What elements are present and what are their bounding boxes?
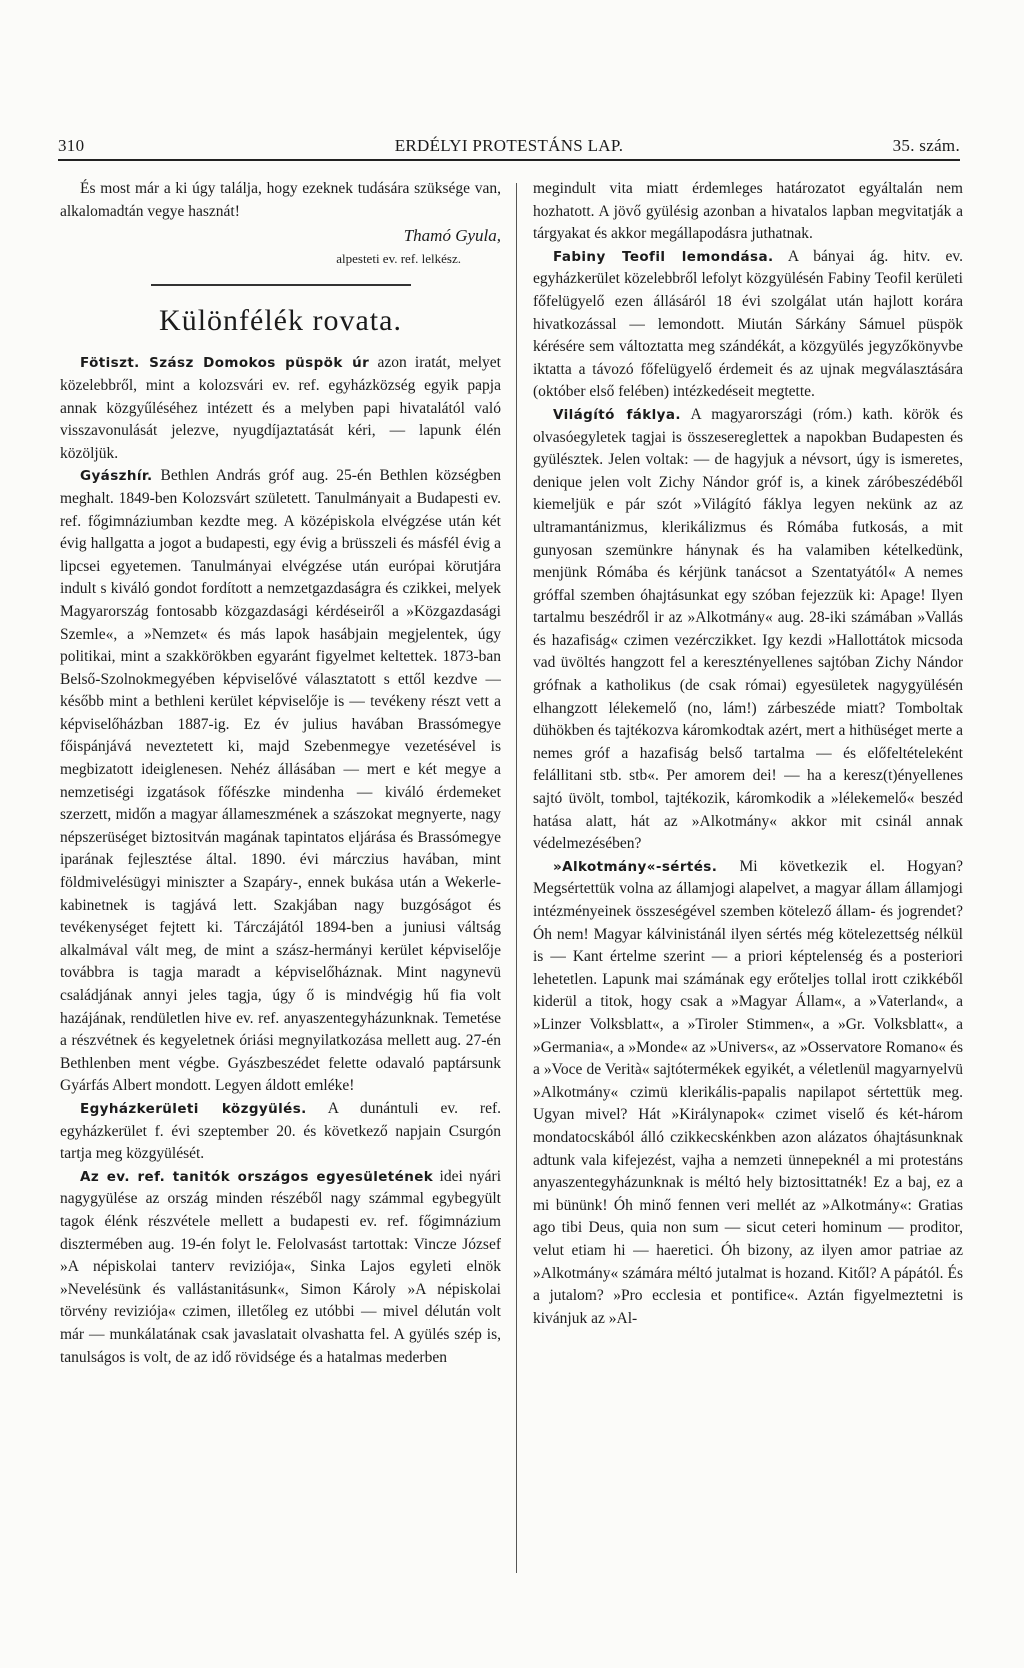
- item-text: Mi következik el. Hogyan? Megsértettük volna az államjogi alapelvet, a magyar állam államjogi intézményeinek összeségével szemben kötelező állam- és jogrendet? Óh nem! Magyar kálvinistánál ilyen sértés még kötelezettség nélkül is — Kant értelme szerint — a priori képtelenség és a posteriori lehetetlen. Lapunk mai számának egy erőteljes tollal irott czikkéből kiderül a titok, hogy csak a »Magyar Állam«, a »Vaterland«, a »Linzer Volksblatt«, a »Tiroler Stimmen«, a »Gr. Volksblatt«, a »Germania«, a »Monde« az »Univers«, az »Osservatore Romano« és a »Voce de Verità« sajtótermékek egyikét, a véletlenül magyarnyelvü »Alkotmány« czimü klerikális-papalis napilapot sértettük meg. Ugyan mivel? Hát »Királynapok« czimet viselő és két-három mondatocskából álló czikkecskénkben azon alázatos óhajtásunknak adtunk vala kifejezést, vajha a nemzeti ünnepeknél a mi protestáns anyaszentegyházunknak is méltó hely biztosittatnék! Ez a baj, ez a mi bününk! Óh minő fennen veri mellét az »Alkotmány«: Gratias ago tibi Deus, quia non sum — sicut ceteri hominum — proditor, velut etiam hi — haeretici. Óh bizony, az ilyen amor patriae az »Alkotmány« számára méltó jutalmat is hozand. Kitől? A pápától. És a jutalom? »Pro ecclesia et pontifice«. Aztán figyelmeztetni is kivánjuk az »Al-: [533, 857, 963, 1327]
- page-number: 310: [58, 136, 85, 155]
- intro-paragraph: És most már a ki úgy találja, hogy ezeknek tudására szüksége van, alkalomadtán vegye hasznát!: [60, 180, 501, 220]
- item-text: idei nyári nagygyülése az ország minden részéből nagy számmal egybegyült tagok élénk részvétele mellett a budapesti ev. ref. főgimnázium disztermében aug. 19-én folyt le. Felolvasást tartottak: Vincze József »A népiskolai tanterv reviziója«, Sinka Lajos egyleti elnök »Nevelésünk és vallástanitásunk«, Simon Károly »A népiskolai törvény reviziója« czimen, illetőleg ez utóbbi — mivel délután volt már — munkálatának csak javaslatait olvashatta fel. A gyülés szép is, tanulságos is volt, de az idő rövidsége és a hatalmas mederben: [60, 1167, 501, 1366]
- news-item: [533, 856, 963, 1330]
- column-divider: [516, 183, 517, 1573]
- news-item: [60, 1098, 501, 1166]
- news-item: [533, 246, 963, 404]
- continued-paragraph: megindult vita miatt érdemleges határozatot egyáltalán nem hozhatott. A jövő gyülésig azonban a hivatalos lapban megvitatják a tárgyakat és akkor megállapodásra juthatnak.: [533, 180, 963, 243]
- item-text: A bányai ág. hitv. ev. egyházkerület közelebbről lefolyt közgyülésén Fabiny Teofil kerületi főfelügyelő ezen állásáról 18 évi szolgálat után hajlott korára hivatkozással — lemondott. Miután Sárkány Sámuel püspök kérésére sem változtatta meg szándékát, a közgyülés jegyzőkönyvbe iktatta a távozó főfelügyelő érdemeit és az ujnak megválasztására (október első felében) intézkedéseit megtette.: [533, 247, 963, 401]
- item-heading: Gyászhír.: [80, 468, 153, 485]
- header-rule: [58, 159, 960, 161]
- item-heading: Világító fáklya.: [553, 406, 681, 423]
- item-heading: Az ev. ref. tanitók országos egyesületének: [80, 1168, 434, 1185]
- item-text: A magyarországi (róm.) kath. körök és olvasóegyletek tagjai is összesereglettek a napokban Budapesten és gyülésztek. Jelen voltak: — de hagyjuk a névsort, úgy is ismeretes, denique jelen volt Zichy Nándor gróf is, a kinek záróbeszédéből kiemeljük e pár szót »Világító fáklya legyen nekünk az az ultramantánizmus, klerikálizmus és Rómába futkosás, a mit gunyosan szemünkre hánynak és ha valamiben kételkedünk, menjünk Rómába és kérjünk tanácsot a Szentatyától« A nemes gróffal szemben óhajtásunkat egy szóban fejezzük ki: Apage! Ilyen tartalmu beszédről ir az »Alkotmány« aug. 28-iki számában »Vallás és hazafiság« czimen vezérczikket. Igy kezdi »Hallottátok micsoda vad üvöltés hangzott fel a keresztényellenes sajtóban Zichy Nándor grófnak a katholikus (de csak római) egyesületek nagygyülésén elhangzott lélekemelő (no, lám!) zárbeszéde miatt? Tomboltak dühökben és tajtékozva káromkodtak azért, mert a hithüséget merte a nemes gróf a hazafiság belső tartalma — és előfeltételeként felállitani stb. stb«. Per amorem dei! — ha a keresz(t)ényellenes sajtó üvölt, tombol, tajtékozik, káromkodik a »lélekemelő« beszéd hatása alatt, hát az »Alkotmány« akkor mit csinál annak védelmezésében?: [533, 405, 963, 853]
- issue-number: 35. szám.: [892, 136, 960, 155]
- news-item: [533, 404, 963, 856]
- item-text: Bethlen András gróf aug. 25-én Bethlen községben meghalt. 1849-ben Kolozsvárt született. Tanulmányait a Budapesti ev. ref. főgimnáziumban kezdte meg. A középiskola elvégzése után két évig hallgatta a jogot a budapesti, egy évig a brüsszeli és másfél évig a lipcsei egyetemen. Tanulmányai elvégzése után európai körutjára indult s kiváló gondot fordított a nemzetgazdaságra és czikkei, melyek Magyarország fontosabb közgazdasági kérdéseiről a »Közgazdasági Szemle«, a »Nemzet« és más lapok hasábjain megjelentek, úgy politikai, mint a szakkörökben egyaránt figyelmet keltettek. 1873-ban Belső-Szolnokmegyében képviselővé választatott s ettől kezdve — később mint a bethleni kerület képviselője is — tevékeny részt vett a képviselőházban 1887-ig. Ez év julius havában Brassómegye főispánjává neveztetett ki, majd Szebenmegye vezetésével is megbizatott ideiglenesen. Nehéz állásában — mert e két megye a nemzetiségi izgatások főfészke mindenha — kiváló érdemeket szerzett, midőn a magyar állameszmének a szászokat megnyerte, nagy népszerüséget biztositván magának tapintatos eljárása és Brassómegye iparának fejlesztése által. 1890. évi márczius havában, mint földmivelésügyi miniszter a Szapáry-, ennek bukása után a Wekerle-kabinetnek is tagjává lett. Szakjában nagy buzgóságot és tevékenységet fejtett ki. Tárczájától 1894-ben a juniusi váltság alkalmával vált meg, de mint a szász-hermányi kerület képviselője továbbra is tagja maradt a képviselőháznak. Mint nagynevü családjának annyi jeles tagja, úgy ő is mindvégig hű fia volt hazájának, rendületlen hive ev. ref. anyaszentegyházunknak. Temetése a részvétnek és kegyeletnek óriási megnyilatkozása mellett aug. 27-én Bethlenben ment végbe. Gyászbeszédet felette odavaló paptársunk Gyárfás Albert mondott. Legyen áldott emléke!: [60, 467, 501, 1095]
- right-column: [533, 178, 963, 1648]
- masthead-title: ERDÉLYI PROTESTÁNS LAP.: [394, 136, 624, 155]
- item-heading: Fabiny Teofil lemondása.: [553, 248, 774, 265]
- news-item: [60, 352, 501, 465]
- news-item: [60, 465, 501, 1098]
- author-signature: Thamó Gyula,: [403, 226, 501, 246]
- author-title: alpesteti ev. ref. lelkész.: [336, 250, 461, 266]
- section-title: Különfélék rovata.: [159, 304, 402, 338]
- item-text: azon iratát, melyet közelebbről, mint a kolozsvári ev. ref. egyházközség egyik papja annak közgyűléséhez intézett és a melyben papi hivatalától való visszavonulását jelezve, nyugdíjaztatását kéri, — lapunk élén közöljük.: [60, 354, 501, 462]
- section-divider: [151, 284, 411, 286]
- left-column: [60, 178, 501, 1648]
- item-heading: Egyházkerületi közgyülés.: [80, 1100, 307, 1117]
- item-text: A dunántuli ev. ref. egyházkerület f. évi szeptember 20. és következő napjain Csurgón tartja meg közgyülését.: [60, 1099, 501, 1163]
- item-heading: »Alkotmány«-sértés.: [553, 858, 718, 875]
- item-heading: Fötiszt. Szász Domokos püspök úr: [80, 355, 370, 372]
- news-item: [60, 1166, 501, 1369]
